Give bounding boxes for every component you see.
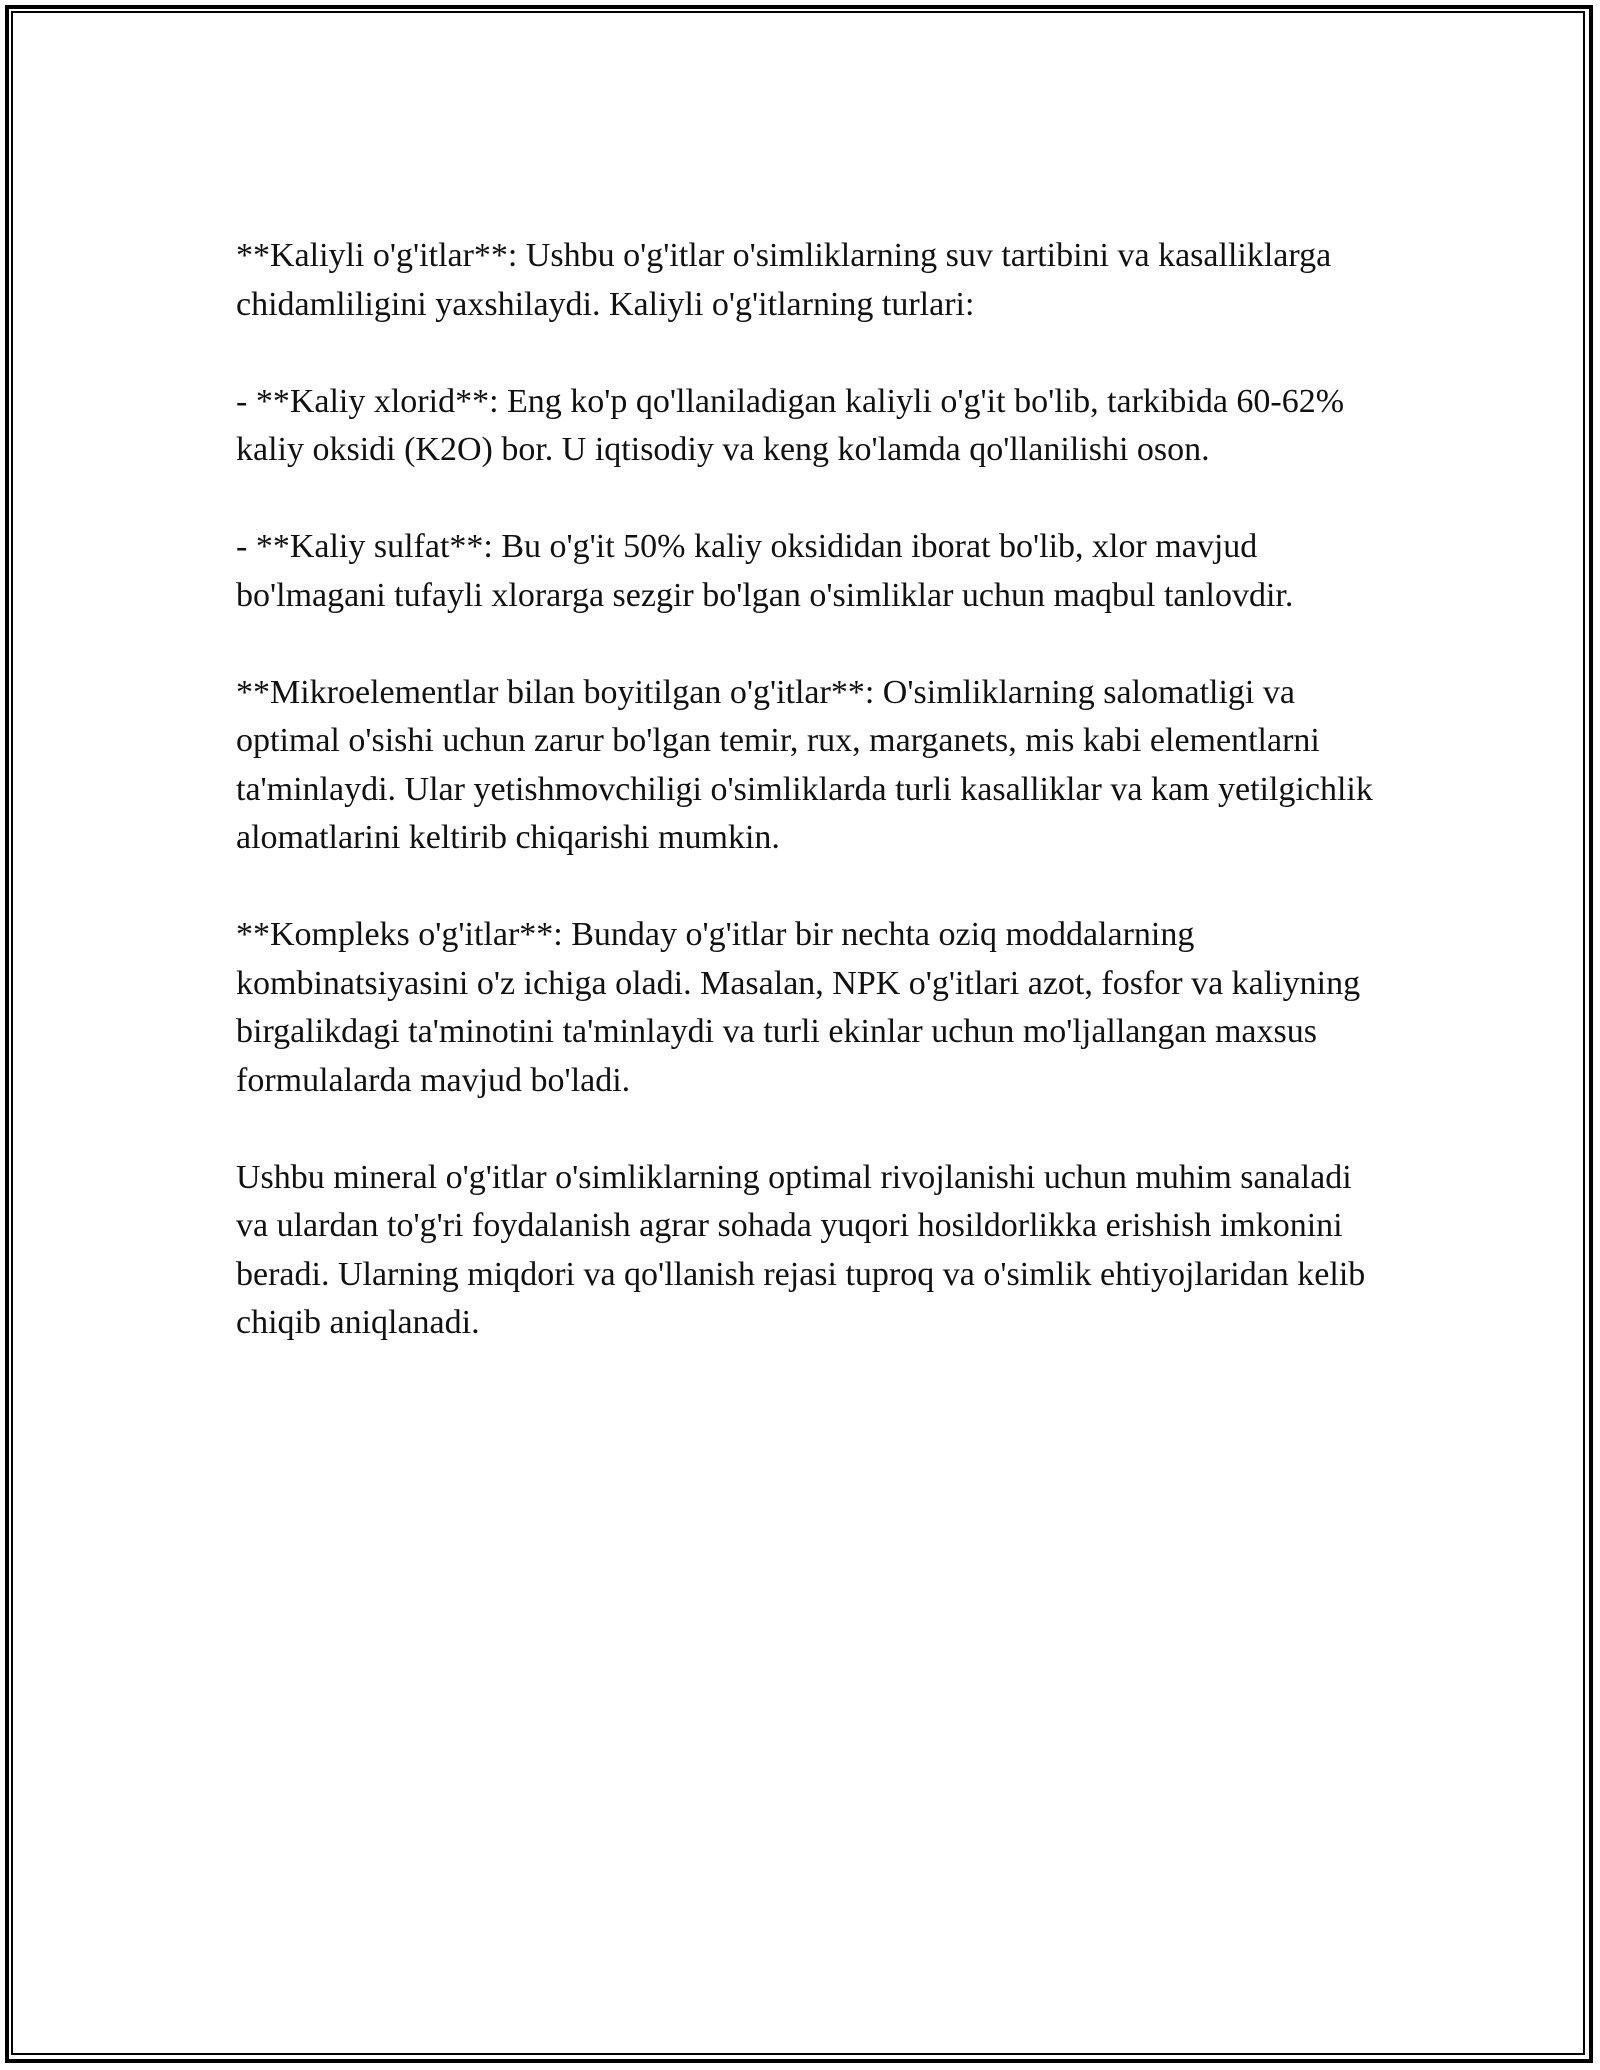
document-body (236, 232, 1376, 1396)
paragraph-potassium-fertilizers: **Kaliyli o'g'itlar**: Ushbu o'g'itlar o'simliklarning suv tartibini va kasalliklarga chidamliligini yaxshilaydi. Kaliyli o'g'itlarning turlari: (236, 237, 1332, 323)
paragraph-potassium-sulfate: - **Kaliy sulfat**: Bu o'g'it 50% kaliy oksididan iborat bo'lib, xlor mavjud bo'lmagani tufayli xlorarga sezgir bo'lgan o'simliklar uchun maqbul tanlovdir. (236, 528, 1294, 614)
paragraph-complex-fertilizers: **Kompleks o'g'itlar**: Bunday o'g'itlar bir nechta oziq moddalarning kombinatsiyasini o'z ichiga oladi. Masalan, NPK o'g'itlari azot, fosfor va kaliyning birgalikdagi ta'minotini ta'minlaydi va turli ekinlar uchun mo'ljallangan maxsus formulalarda mavjud bo'ladi. (236, 916, 1361, 1099)
paragraph-conclusion: Ushbu mineral o'g'itlar o'simliklarning optimal rivojlanishi uchun muhim sanaladi va ulardan to'g'ri foydalanish agrar sohada yuqori hosildorlikka erishish imkonini beradi. Ularning miqdori va qo'llanish rejasi tuproq va o'simlik ehtiyojlaridan kelib chiqib aniqlanadi. (236, 1158, 1366, 1341)
paragraph-potassium-chloride: - **Kaliy xlorid**: Eng ko'p qo'llaniladigan kaliyli o'g'it bo'lib, tarkibida 60-62% kaliy oksidi (K2O) bor. U iqtisodiy va keng ko'lamda qo'llanilishi oson. (236, 382, 1345, 468)
paragraph-micronutrient-fertilizers: **Mikroelementlar bilan boyitilgan o'g'itlar**: O'simliklarning salomatligi va optimal o'sishi uchun zarur bo'lgan temir, rux, marganets, mis kabi elementlarni ta'minlaydi. Ular yetishmovchiligi o'simliklarda turli kasalliklar va kam yetilgichlik alomatlarini keltirib chiqarishi mumkin. (236, 673, 1373, 856)
